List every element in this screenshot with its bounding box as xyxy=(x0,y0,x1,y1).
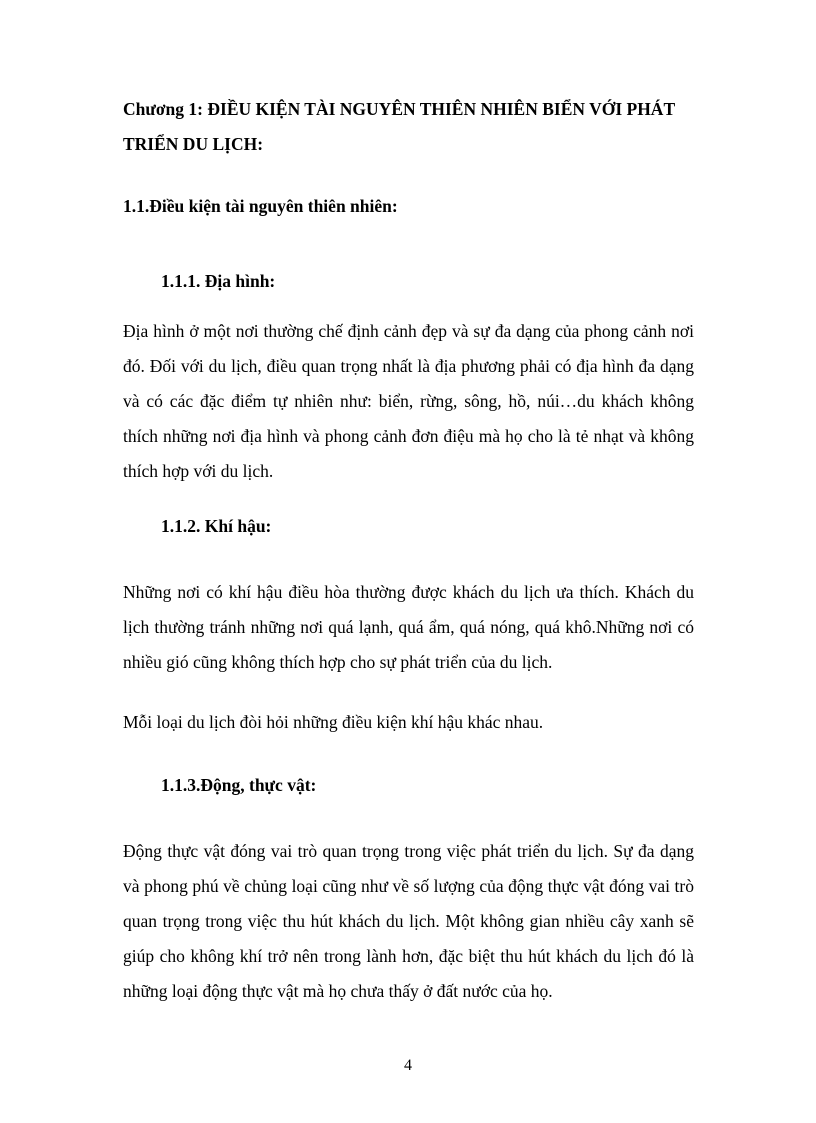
subsection-title-dia-hinh: 1.1.1. Địa hình: xyxy=(161,271,276,291)
subsection-title-dong-thuc-vat: 1.1.3.Động, thực vật: xyxy=(161,775,317,795)
subsection-title-khi-hau: 1.1.2. Khí hậu: xyxy=(161,516,272,536)
paragraph-khi-hau: Những nơi có khí hậu điều hòa thường được khách du lịch ưa thích. Khách du lịch thường tránh những nơi quá lạnh, quá ẩm, quá nóng, quá khô.Những nơi có nhiều gió cũng không thích hợp cho sự phát triển của du lịch. xyxy=(123,582,694,672)
chapter-title: Chương 1: ĐIỀU KIỆN TÀI NGUYÊN THIÊN NHIÊN BIỂN VỚI PHÁT TRIỂN DU LỊCH: xyxy=(123,99,675,154)
paragraph-khi-hau-note: Mỗi loại du lịch đòi hỏi những điều kiện khí hậu khác nhau. xyxy=(123,712,544,732)
section-title: 1.1.Điều kiện tài nguyên thiên nhiên: xyxy=(123,196,398,216)
paragraph-dia-hinh: Địa hình ở một nơi thường chế định cảnh đẹp và sự đa dạng của phong cảnh nơi đó. Đối với du lịch, điều quan trọng nhất là địa phương phải có địa hình đa dạng và có các đặc điểm tự nhiên như: biển, rừng, sông, hồ, núi…du khách không thích những nơi địa hình và phong cảnh đơn điệu mà họ cho là tẻ nhạt và không thích hợp với du lịch. xyxy=(123,321,694,481)
paragraph-dong-thuc-vat: Động thực vật đóng vai trò quan trọng trong việc phát triển du lịch. Sự đa dạng và phong phú về chủng loại cũng như về số lượng của động thực vật đóng vai trò quan trọng trong việc thu hút khách du lịch. Một không gian nhiều cây xanh sẽ giúp cho không khí trở nên trong lành hơn, đặc biệt thu hút khách du lịch đó là những loại động thực vật mà họ chưa thấy ở đất nước của họ. xyxy=(123,841,694,1001)
page-number: 4 xyxy=(404,1057,412,1074)
